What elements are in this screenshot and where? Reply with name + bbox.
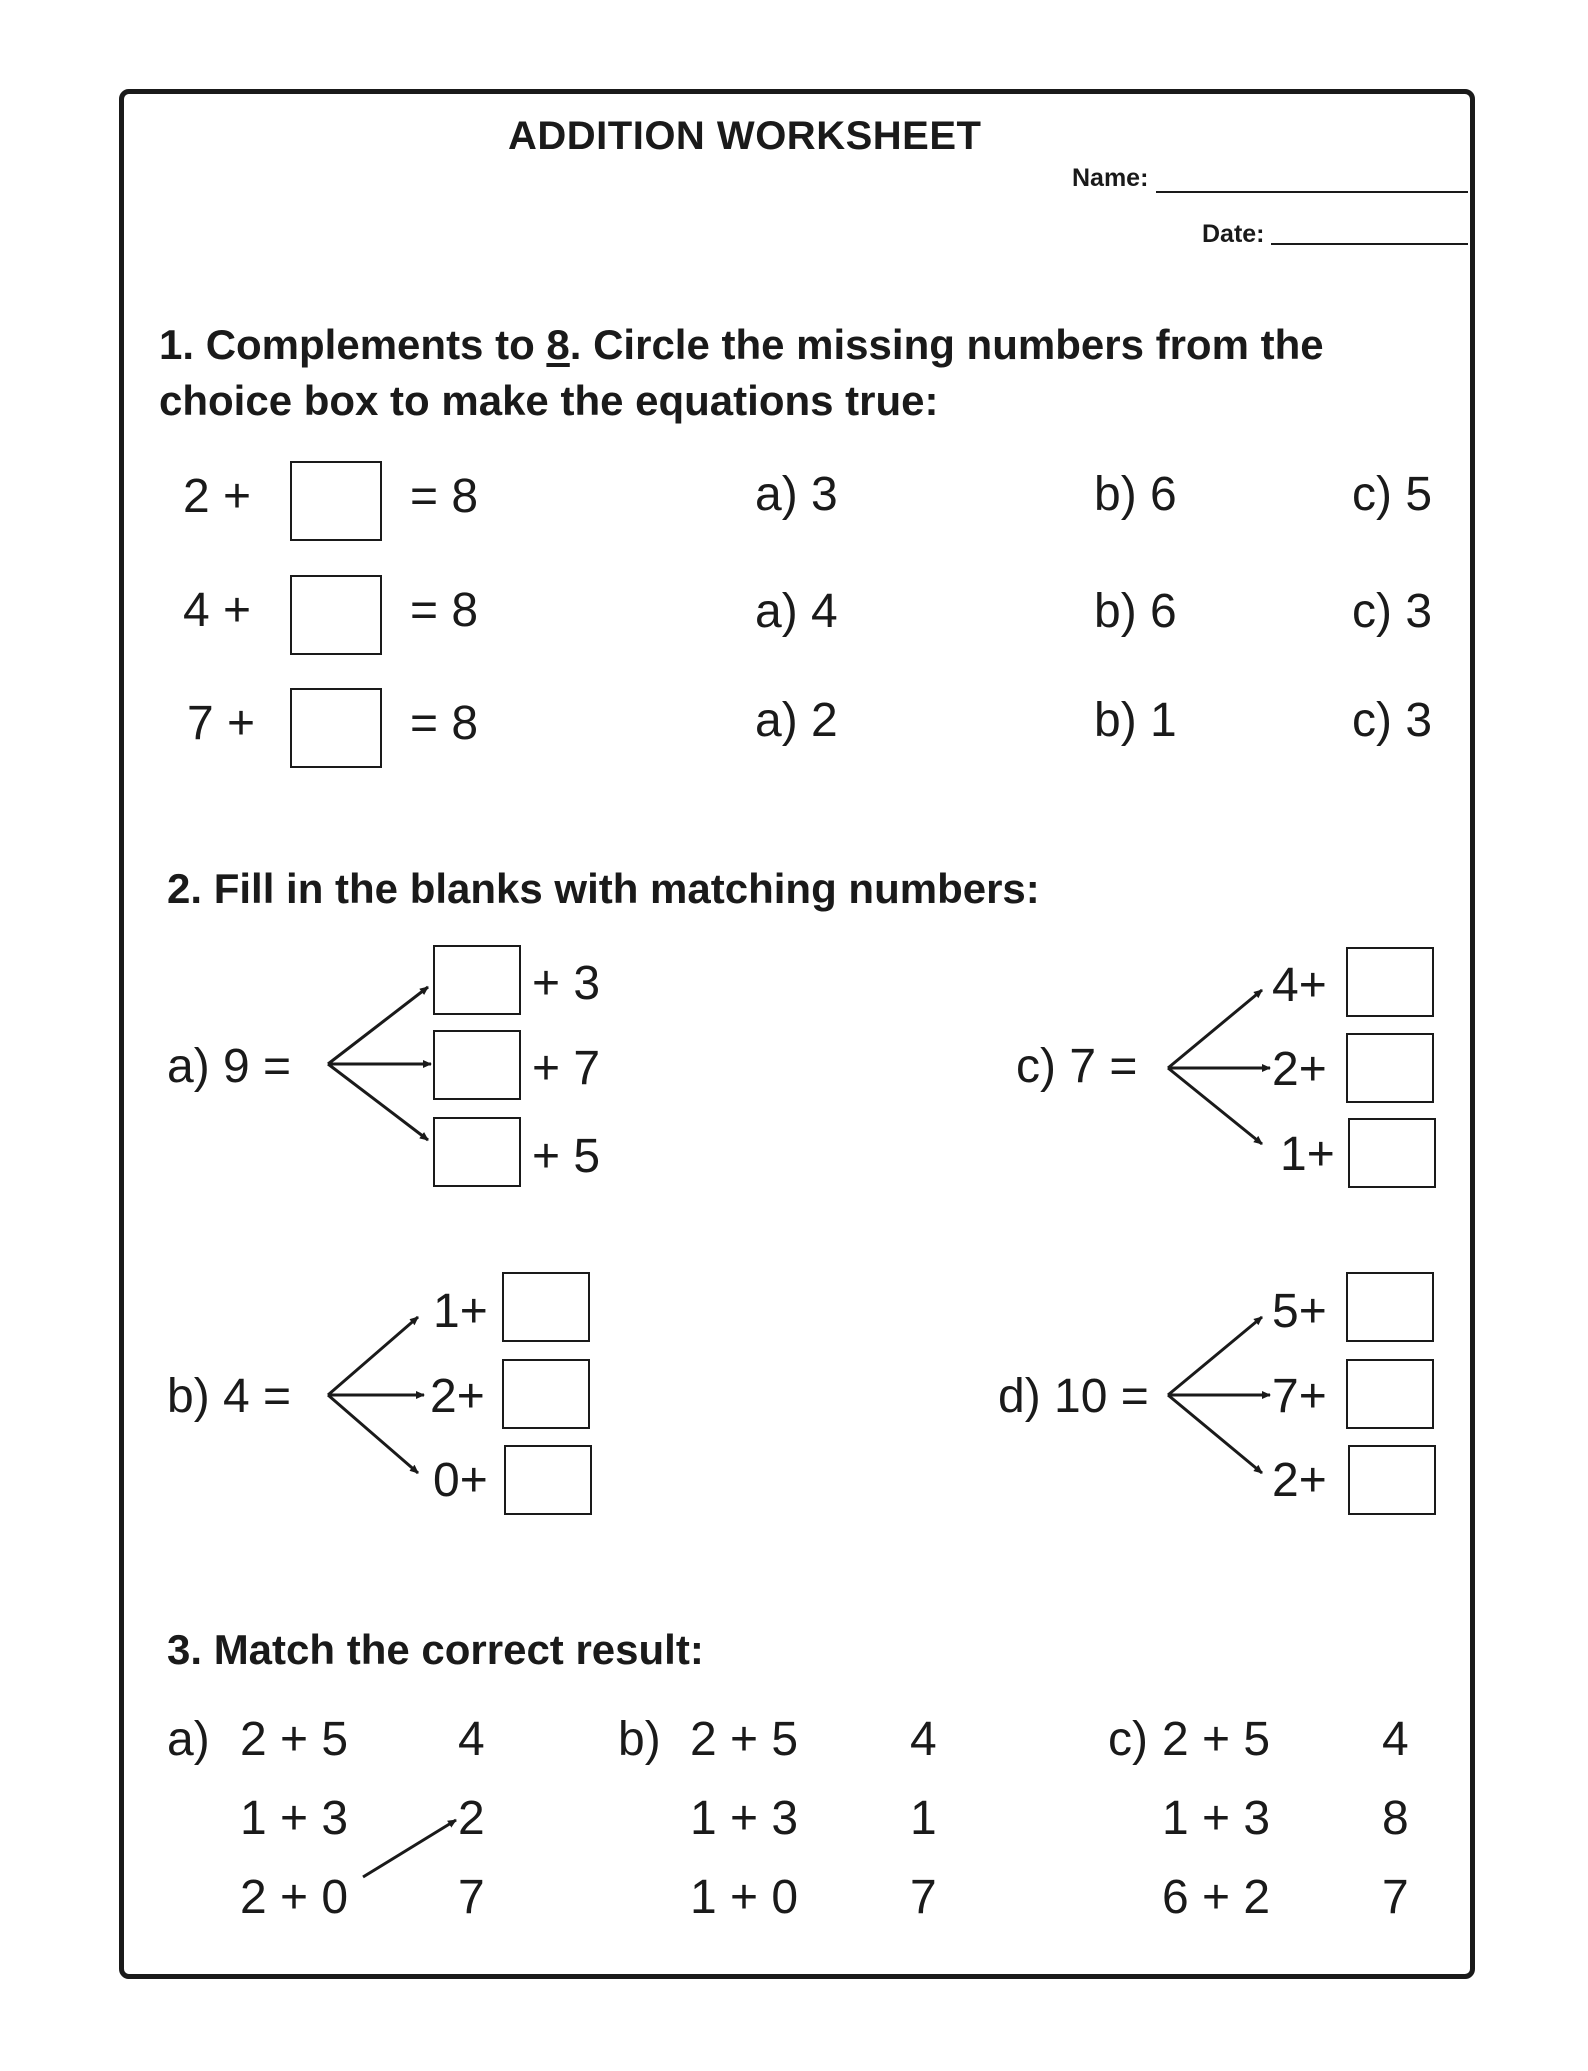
- expression[interactable]: 2 + 5: [240, 1713, 349, 1766]
- answer-box[interactable]: [502, 1359, 590, 1429]
- result[interactable]: 1: [910, 1792, 937, 1845]
- choice-c[interactable]: c) 3: [1352, 694, 1433, 747]
- match-line: [363, 1820, 456, 1877]
- name-label: Name:: [1072, 164, 1149, 192]
- expression[interactable]: 2 + 0: [240, 1871, 349, 1924]
- expression[interactable]: 2 + 5: [1162, 1713, 1271, 1766]
- equation-rhs: = 8: [410, 470, 479, 523]
- answer-box[interactable]: [433, 1030, 521, 1100]
- addend: 1+: [433, 1285, 488, 1338]
- addend: + 7: [532, 1042, 601, 1095]
- expression[interactable]: 2 + 5: [690, 1713, 799, 1766]
- worksheet-title: ADDITION WORKSHEET: [508, 114, 982, 158]
- arrow-down: [1168, 1395, 1262, 1473]
- arrow-up: [1168, 1317, 1262, 1395]
- group-label: c): [1108, 1713, 1148, 1766]
- choice-c[interactable]: c) 5: [1352, 468, 1433, 521]
- choice-b[interactable]: b) 1: [1094, 694, 1177, 747]
- result[interactable]: 7: [1382, 1871, 1409, 1924]
- arrow-up: [328, 1317, 418, 1395]
- choice-b[interactable]: b) 6: [1094, 585, 1177, 638]
- section1-heading: 1. Complements to 8. Circle the missing numbers from the: [159, 321, 1324, 368]
- expression[interactable]: 1 + 0: [690, 1871, 799, 1924]
- answer-box[interactable]: [504, 1445, 592, 1515]
- addend: 4+: [1272, 959, 1327, 1012]
- arrow-up: [1168, 990, 1262, 1068]
- answer-box[interactable]: [433, 1117, 521, 1187]
- group-label: b): [618, 1713, 661, 1766]
- branch-label: d) 10 =: [998, 1370, 1149, 1423]
- answer-box[interactable]: [1346, 947, 1434, 1017]
- addend: 0+: [433, 1454, 488, 1507]
- answer-box[interactable]: [1348, 1118, 1436, 1188]
- equation-lhs: 4 +: [183, 584, 252, 637]
- answer-box[interactable]: [502, 1272, 590, 1342]
- addend: 2+: [430, 1370, 485, 1423]
- choice-a[interactable]: a) 3: [755, 468, 838, 521]
- expression[interactable]: 6 + 2: [1162, 1871, 1271, 1924]
- result[interactable]: 8: [1382, 1792, 1409, 1845]
- group-label: a): [167, 1713, 210, 1766]
- equation-rhs: = 8: [410, 584, 479, 637]
- result[interactable]: 2: [458, 1792, 485, 1845]
- choice-a[interactable]: a) 4: [755, 585, 838, 638]
- expression[interactable]: 1 + 3: [1162, 1792, 1271, 1845]
- expression[interactable]: 1 + 3: [240, 1792, 349, 1845]
- answer-box[interactable]: [1346, 1272, 1434, 1342]
- addend: + 3: [532, 957, 601, 1010]
- branch-label: a) 9 =: [167, 1040, 292, 1093]
- arrow-down: [1168, 1068, 1262, 1144]
- equation-lhs: 2 +: [183, 470, 252, 523]
- answer-box[interactable]: [1346, 1033, 1434, 1103]
- choice-a[interactable]: a) 2: [755, 694, 838, 747]
- arrow-down: [328, 1395, 418, 1473]
- section3-heading: 3. Match the correct result:: [167, 1626, 704, 1673]
- branch-label: b) 4 =: [167, 1370, 292, 1423]
- result[interactable]: 4: [458, 1713, 485, 1766]
- result[interactable]: 7: [910, 1871, 937, 1924]
- section2-heading: 2. Fill in the blanks with matching numbers:: [167, 865, 1040, 912]
- addend: 2+: [1272, 1454, 1327, 1507]
- addend: 1+: [1280, 1128, 1335, 1181]
- addend: 2+: [1272, 1043, 1327, 1096]
- date-label: Date:: [1202, 220, 1265, 248]
- choice-c[interactable]: c) 3: [1352, 585, 1433, 638]
- answer-box[interactable]: [433, 945, 521, 1015]
- addend: + 5: [532, 1130, 601, 1183]
- arrow-up: [328, 987, 428, 1064]
- answer-box[interactable]: [1348, 1445, 1436, 1515]
- branch-label: c) 7 =: [1016, 1040, 1138, 1093]
- result[interactable]: 7: [458, 1871, 485, 1924]
- choice-b[interactable]: b) 6: [1094, 468, 1177, 521]
- equation-rhs: = 8: [410, 697, 479, 750]
- section1-heading-line2: choice box to make the equations true:: [159, 377, 939, 424]
- addend: 5+: [1272, 1285, 1327, 1338]
- result[interactable]: 4: [1382, 1713, 1409, 1766]
- equation-lhs: 7 +: [187, 697, 256, 750]
- expression[interactable]: 1 + 3: [690, 1792, 799, 1845]
- addend: 7+: [1272, 1370, 1327, 1423]
- result[interactable]: 4: [910, 1713, 937, 1766]
- arrow-down: [328, 1064, 428, 1140]
- answer-box[interactable]: [1346, 1359, 1434, 1429]
